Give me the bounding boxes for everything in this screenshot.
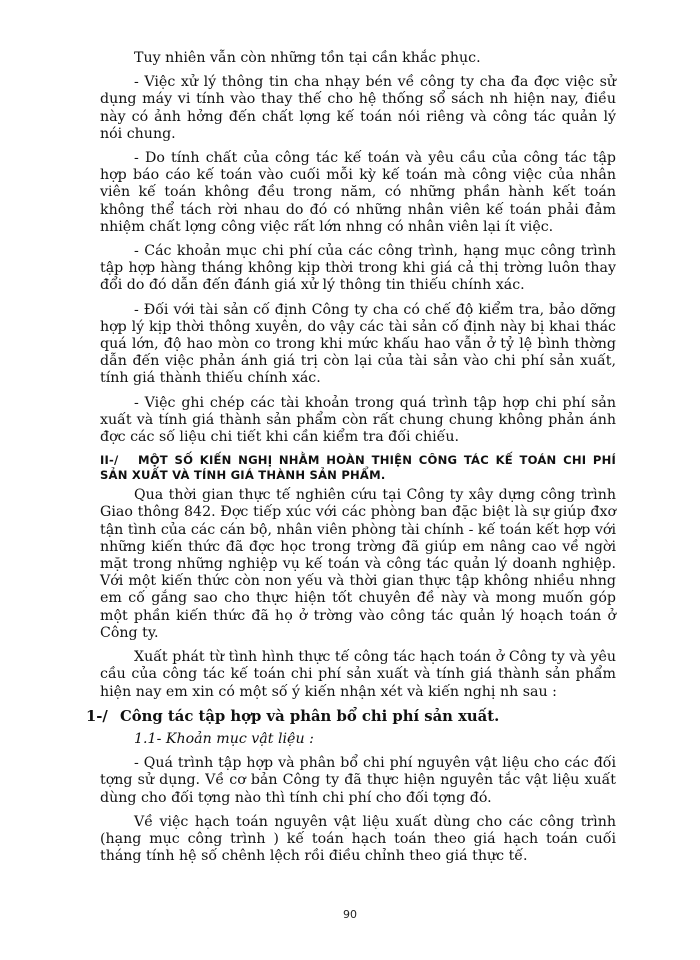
paragraph-issue-5: - Việc ghi chép các tài khoản trong quá trình tập hợp chi phí sản xuất và tính giá thành sản phẩm còn rất chung chung không phản ánh đợc các số liệu chi tiết khi cần kiểm tra đối chiếu. xyxy=(100,394,616,446)
paragraph-issue-1: - Việc xử lý thông tin cha nhạy bén về công ty cha đa đợc việc sử dụng máy vi tính vào thay thế cho hệ thống sổ sách nh hiện nay, điều này có ảnh hởng đến chất lợng kế toán nói riêng và công tác quản lý nói chung. xyxy=(100,74,616,142)
paragraph-context: Qua thời gian thực tế nghiên cứu tại Công ty xây dựng công trình Giao thông 842. Đợc tiếp xúc với các phòng ban đặc biệt là sự giúp đxơ tận tình của các cán bộ, nhân viên phòng tài chính - kế toán kết hợp với những kiến thức đã đợc học trong trờng đã giúp em nâng cao về ngời mặt trong những nghiệp vụ kế toán và công tác quản lý doanh nghiệp. Với một kiến thức còn non yếu và thời gian thực tập không nhiều nhng em cố gắng sao cho thực hiện tốt chuyên đề này và mong muốn góp một phần kiến thức đã họ ở trờng vào công tác quản lý hoạch toán ở Công ty. xyxy=(100,487,616,641)
subsection-title: Công tác tập hợp và phân bổ chi phí sản xuất. xyxy=(120,707,500,725)
paragraph-issue-4: - Đối với tài sản cố định Công ty cha có chế độ kiểm tra, bảo dỡng hợp lý kịp thời thông xuyên, do vậy các tài sản cố định này bị khai thác quá lớn, độ hao mòn co trong khi mức khấu hao vẫn ở tỷ lệ bình thờng dẫn đến việc phản ánh giá trị còn lại của tài sản vào chi phí sản xuất, tính giá thành thiếu chính xác. xyxy=(100,301,616,387)
subsection-heading-1 xyxy=(86,708,616,725)
page-number: 90 xyxy=(343,908,357,921)
subsection-number: 1-/ xyxy=(86,707,108,725)
paragraph-issue-3: - Các khoản mục chi phí của các công trình, hạng mục công trình tập hợp hàng tháng không kịp thời trong khi giá cả thị trờng luôn thay đổi do đó dẫn đến đánh giá xử lý thông tin thiếu chính xác. xyxy=(100,243,616,294)
section-number: II-/ xyxy=(100,453,119,468)
paragraph-proposal-intro: Xuất phát từ tình hình thực tế công tác hạch toán ở Công ty và yêu cầu của công tác kế toán chi phí sản xuất và tính giá thành sản phẩm hiện nay em xin có một số ý kiến nhận xét và kiến nghị nh sau : xyxy=(100,649,616,700)
paragraph-issue-2: - Do tính chất của công tác kế toán và yêu cầu của công tác tập hợp báo cáo kế toán vào cuối mỗi kỳ kế toán mà công việc của nhân viên kế toán không đều trong năm, có những phần hành kết toán không thể tách rời nhau do đó có những nhân viên kế toán phải đảm nhiệm chất lợng công việc rất lớn nhng có nhân viên lại ít việc. xyxy=(100,150,616,235)
subsubsection-heading: 1.1- Khoản mục vật liệu : xyxy=(134,730,314,747)
section-heading-ii xyxy=(100,453,616,483)
paragraph-intro: Tuy nhiên vẫn còn những tồn tại cần khắc phục. xyxy=(134,50,481,66)
paragraph-material-1: - Quá trình tập hợp và phân bổ chi phí nguyên vật liệu cho các đối tợng sử dụng. Về cơ bản Công ty đã thực hiện nguyên tắc vật liệu xuất dùng cho đối tợng nào thì tính chi phí cho đối tợng đó. xyxy=(100,755,616,806)
section-title: MỘT SỐ KIẾN NGHỊ NHẰM HOÀN THIỆN CÔNG TÁC KẾ TOÁN CHI PHÍ SẢN XUẤT VÀ TÍNH GIÁ THÀNH SẢN PHẨM. xyxy=(100,453,616,483)
paragraph-material-2: Về việc hạch toán nguyên vật liệu xuất dùng cho các công trình (hạng mục công trình ) kế toán hạch toán theo giá hạch toán cuối tháng tính hệ số chênh lệch rồi điều chỉnh theo giá thực tế. xyxy=(100,813,616,865)
